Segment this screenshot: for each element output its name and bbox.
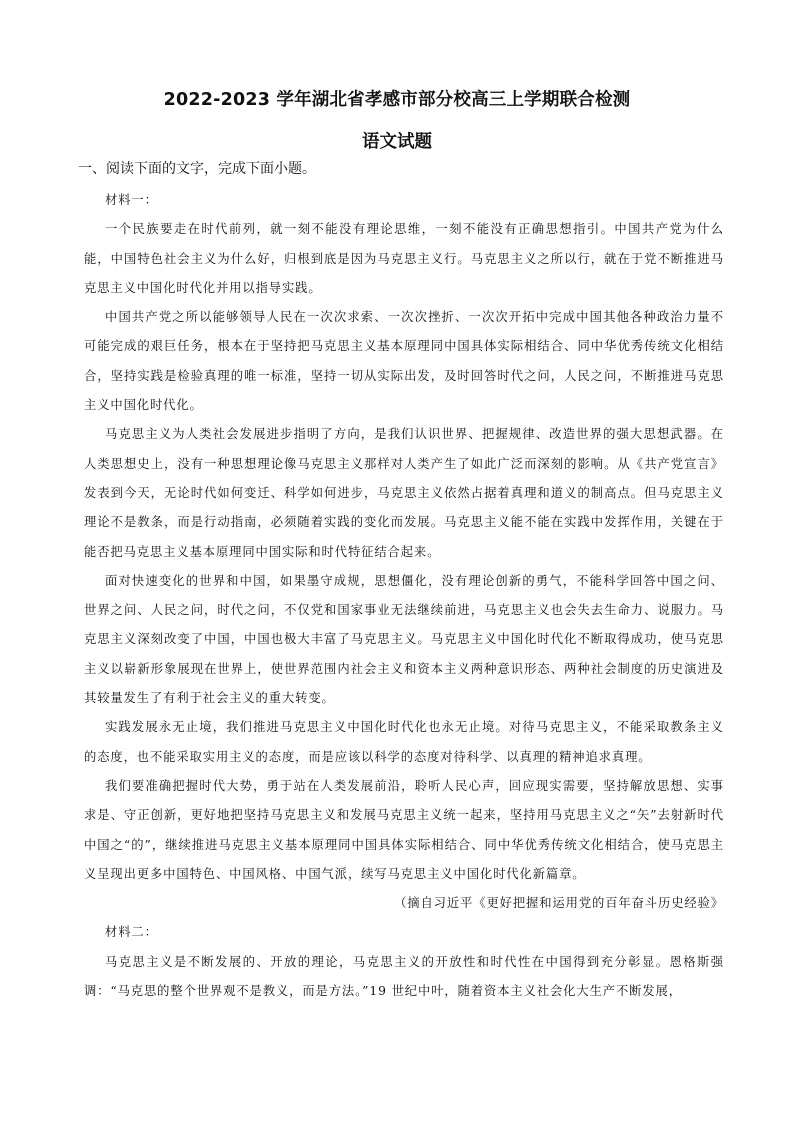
material-one-paragraph: 马克思主义为人类社会发展进步指明了方向，是我们认识世界、把握规律、改造世界的强大思想武器。在人类思想史上，没有一种思想理论像马克思主义那样对人类产生了如此广泛而深刻的影响。从《共产党宣言》发表到今天，无论时代如何变迁、科学如何进步，马克思主义依然占据着真理和道义的制高点。但马克思主义理论不是教条，而是行动指南，必须随着实践的变化而发展。马克思主义能不能在实践中发挥作用，关键在于能否把马克思主义基本原理同中国实际和时代特征结合起来。	[84, 427, 724, 559]
section-heading: 一、阅读下面的文字，完成下面小题。	[78, 161, 316, 177]
material-one-paragraph: 我们要准确把握时代大势，勇于站在人类发展前沿，聆听人民心声，回应现实需要，坚持解放思想、实事求是、守正创新，更好地把坚持马克思主义和发展马克思主义统一起来，坚持用马克思主义之“矢”去射新时代中国之“的”，继续推进马克思主义基本原理同中国具体实际相结合、同中华优秀传统文化相结合，使马克思主义呈现出更多中国特色、中国风格、中国气派，续写马克思主义中国化时代化新篇章。	[84, 778, 724, 881]
material-one-paragraph: 中国共产党之所以能够领导人民在一次次求索、一次次挫折、一次次开拓中完成中国其他各种政治力量不可能完成的艰巨任务，根本在于坚持把马克思主义基本原理同中国具体实际相结合、同中华优秀传统文化相结合，坚持实践是检验真理的唯一标准，坚持一切从实际出发，及时回答时代之问，人民之问，不断推进马克思主义中国化时代化。	[84, 310, 724, 413]
reading-passage	[84, 186, 724, 1006]
material-two-label: 材料二：	[105, 925, 158, 940]
material-one-source: （摘自习近平《更好把握和运用党的百年奋斗历史经验》	[394, 896, 724, 911]
material-one-label: 材料一：	[105, 193, 158, 207]
material-one-paragraph: 一个民族要走在时代前列，就一刻不能没有理论思维，一刻不能没有正确思想指引。中国共产党为什么能，中国特色社会主义为什么好，归根到底是因为马克思主义行。马克思主义之所以行，就在于党不断推进马克思主义中国化时代化并用以指导实践。	[84, 222, 724, 295]
page-subtitle: 语文试题	[362, 132, 432, 152]
page-title: 2022-2023 学年湖北省孝感市部分校高三上学期联合检测	[163, 90, 631, 110]
material-one-paragraph: 实践发展永无止境，我们推进马克思主义中国化时代化也永无止境。对待马克思主义，不能采取教条主义的态度，也不能采取实用主义的态度，而是应该以科学的态度对待科学、以真理的精神追求真理。	[84, 720, 724, 764]
material-one-paragraph: 面对快速变化的世界和中国，如果墨守成规，思想僵化，没有理论创新的勇气，不能科学回答中国之问、世界之问、人民之问，时代之问，不仅党和国家事业无法继续前进，马克思主义也会失去生命力、说服力。马克思主义深刻改变了中国，中国也极大丰富了马克思主义。马克思主义中国化时代化不断取得成功，使马克思主义以崭新形象展现在世界上，使世界范围内社会主义和资本主义两种意识形态、两种社会制度的历史演进及其较量发生了有利于社会主义的重大转变。	[84, 573, 724, 706]
material-two-paragraph: 马克思主义是不断发展的、开放的理论，马克思主义的开放性和时代性在中国得到充分彰显。恩格斯强调：“马克思的整个世界观不是教义，而是方法。”19 世纪中叶，随着资本主义社会化大生产不断发展，	[84, 954, 724, 999]
